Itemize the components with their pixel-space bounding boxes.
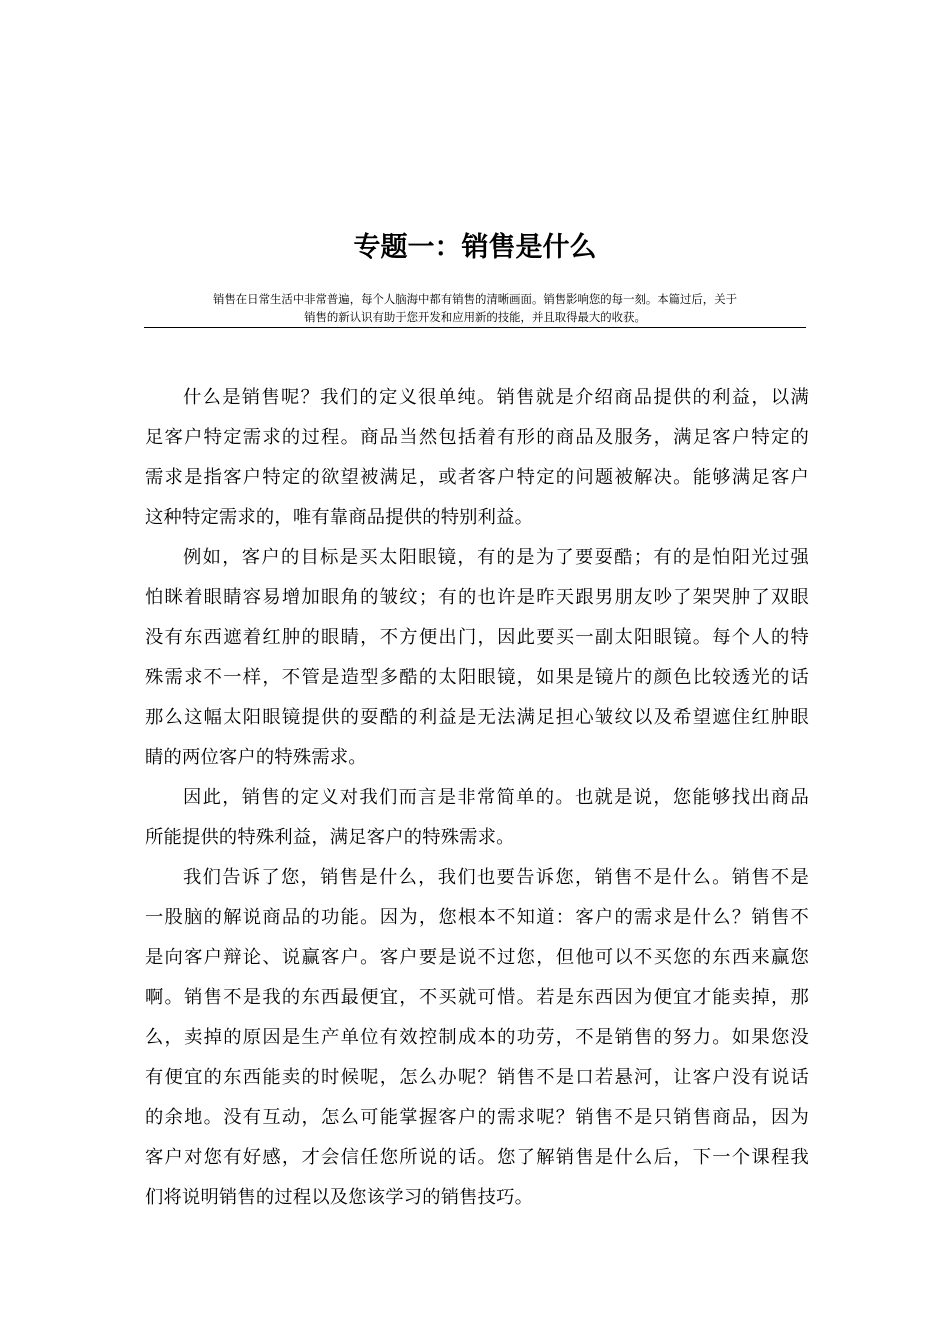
paragraph xyxy=(145,858,809,1218)
text-line: 客户对您有好感，才会信任您所说的话。您了解销售是什么后，下一个课程我 xyxy=(145,1147,809,1168)
paragraph xyxy=(145,778,809,858)
divider-rule xyxy=(144,327,806,328)
text-line: 例如，客户的目标是买太阳眼镜，有的是为了要耍酷；有的是怕阳光过强 xyxy=(183,547,809,568)
text-line: 足客户特定需求的过程。商品当然包括着有形的商品及服务，满足客户特定的 xyxy=(145,427,809,448)
text-line: 殊需求不一样，不管是造型多酷的太阳眼镜，如果是镜片的颜色比较透光的话 xyxy=(145,667,809,688)
text-line: 睛的两位客户的特殊需求。 xyxy=(145,747,367,768)
text-line: 们将说明销售的过程以及您该学习的销售技巧。 xyxy=(145,1187,534,1208)
text-line: 那么这幅太阳眼镜提供的耍酷的利益是无法满足担心皱纹以及希望遮住红肿眼 xyxy=(145,707,809,728)
text-line: 的余地。没有互动，怎么可能掌握客户的需求呢？销售不是只销售商品，因为 xyxy=(145,1107,809,1128)
text-line: 我们告诉了您，销售是什么，我们也要告诉您，销售不是什么。销售不是 xyxy=(183,867,809,888)
text-line: 因此，销售的定义对我们而言是非常简单的。也就是说，您能够找出商品 xyxy=(183,787,809,808)
body-text xyxy=(145,378,809,1218)
abstract-line: 销售的新认识有助于您开发和应用新的技能，并且取得最大的收获。 xyxy=(304,310,646,324)
text-line: 这种特定需求的，唯有靠商品提供的特别利益。 xyxy=(145,507,534,528)
text-line: 一股脑的解说商品的功能。因为，您根本不知道：客户的需求是什么？销售不 xyxy=(145,907,809,928)
text-line: 什么是销售呢？我们的定义很单纯。销售就是介绍商品提供的利益，以满 xyxy=(183,387,809,408)
abstract xyxy=(144,290,806,326)
paragraph xyxy=(145,538,809,778)
paragraph xyxy=(145,378,809,538)
text-line: 是向客户辩论、说赢客户。客户要是说不过您，但他可以不买您的东西来赢您 xyxy=(145,947,809,968)
text-line: 有便宜的东西能卖的时候呢，怎么办呢？销售不是口若悬河，让客户没有说话 xyxy=(145,1067,809,1088)
page-title: 专题一：销售是什么 xyxy=(353,232,597,263)
text-line: 么，卖掉的原因是生产单位有效控制成本的功劳，不是销售的努力。如果您没 xyxy=(145,1027,809,1048)
abstract-line: 销售在日常生活中非常普遍，每个人脑海中都有销售的清晰画面。销售影响您的每一刻。本篇过后，关于 xyxy=(213,292,737,306)
text-line: 啊。销售不是我的东西最便宜，不买就可惜。若是东西因为便宜才能卖掉，那 xyxy=(145,987,809,1008)
text-line: 需求是指客户特定的欲望被满足，或者客户特定的问题被解决。能够满足客户 xyxy=(145,467,809,488)
text-line: 所能提供的特殊利益，满足客户的特殊需求。 xyxy=(145,827,515,848)
text-line: 怕眯着眼睛容易增加眼角的皱纹；有的也许是昨天跟男朋友吵了架哭肿了双眼 xyxy=(145,587,809,608)
text-line: 没有东西遮着红肿的眼睛，不方便出门，因此要买一副太阳眼镜。每个人的特 xyxy=(145,627,809,648)
